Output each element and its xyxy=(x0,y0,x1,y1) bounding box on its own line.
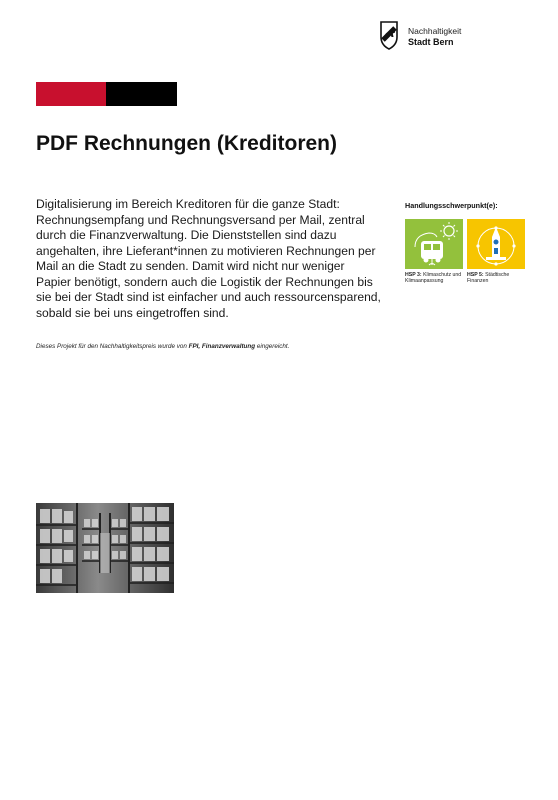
hsp5-tile xyxy=(467,219,525,269)
hsp5-label: Städtische Finanzen xyxy=(467,272,510,285)
hsp3-caption xyxy=(405,272,465,285)
accent-bar-black xyxy=(106,82,177,106)
bern-bear-shield-icon xyxy=(378,20,400,50)
city-finance-tower-icon xyxy=(467,219,525,269)
focus-heading: Handlungsschwerpunkt(e): xyxy=(405,201,498,210)
submission-note xyxy=(36,343,381,350)
page-title: PDF Rechnungen (Kreditoren) xyxy=(36,132,338,155)
hsp3-code: HSP 3: xyxy=(405,272,422,278)
logo xyxy=(378,20,498,56)
submission-note-suffix: eingereicht. xyxy=(255,343,290,350)
submission-note-prefix: Dieses Projekt für den Nachhaltigkeitspreis wurde von xyxy=(36,343,189,350)
project-description: Digitalisierung im Bereich Kreditoren für die ganze Stadt: Rechnungsempfang und Rechnungsversand per Mail, zentral durch die Finanzverwaltung. Die Dienststellen sind dazu angehalten, ihre Lieferant*innen zu motivieren Rechnungen per Mail an die Stadt zu senden. Damit wird nicht nur weniger Papier benötigt, sondern auch die Logistik der Rechnungen bis sie bei der Stadt sind ist einfacher und auch ressourcensparend, sobald sie bei uns eingetroffen sind. xyxy=(36,197,381,320)
hsp3-tile xyxy=(405,219,463,269)
accent-bar-red xyxy=(36,82,106,106)
archive-shelves-photo xyxy=(36,503,174,593)
hsp5-caption xyxy=(467,272,527,285)
hsp3-label: Klimaschutz und Klimaanpassung xyxy=(405,272,462,285)
logo-line-2: Stadt Bern xyxy=(408,37,454,47)
submission-note-org: FPI, Finanzverwaltung xyxy=(188,343,256,350)
logo-line-1: Nachhaltigkeit xyxy=(408,26,462,36)
climate-bus-sun-icon xyxy=(405,219,463,269)
hsp5-code: HSP 5: xyxy=(467,272,484,278)
